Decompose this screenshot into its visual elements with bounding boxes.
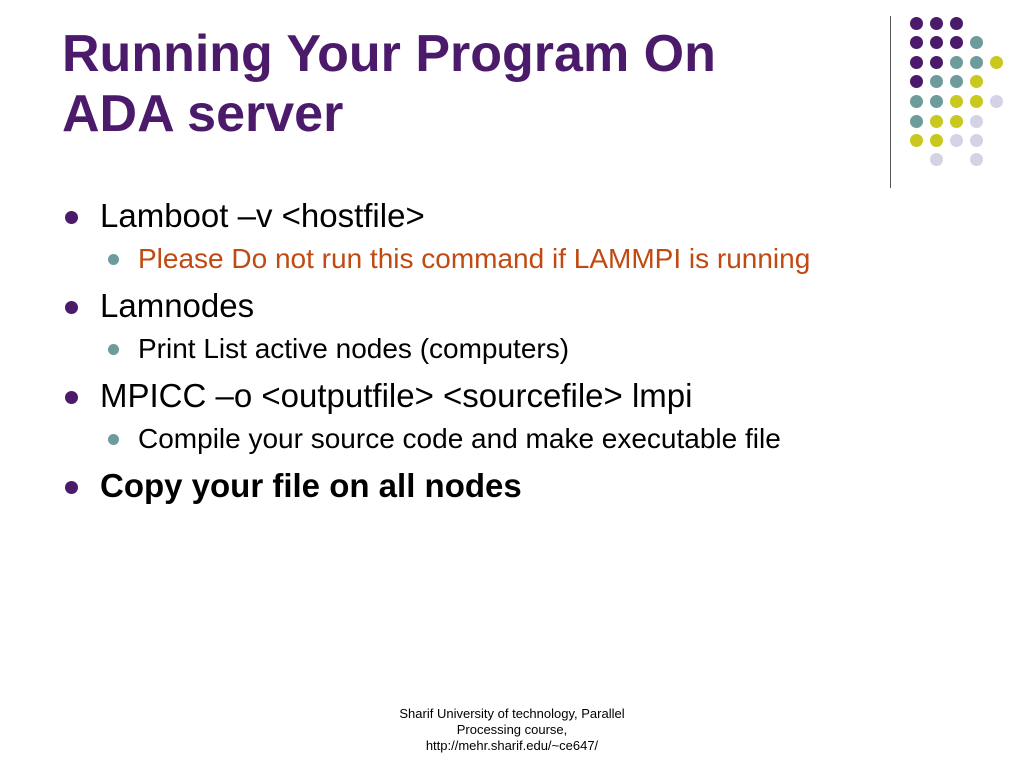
decor-dot [930,153,943,166]
sub-bullet-dot-icon [108,254,119,265]
bullet-item [64,376,964,416]
decor-dot [970,153,983,166]
decor-dot [950,115,963,128]
decor-dot [930,75,943,88]
decor-dot [910,75,923,88]
sub-bullet-text: Compile your source code and make executable file [138,423,781,454]
bullet-dot-icon [65,211,78,224]
slide-title-line-2: ADA server [62,85,344,143]
sub-bullet-dot-icon [108,434,119,445]
bullet-item [64,286,964,326]
bullet-dot-icon [65,391,78,404]
decorative-divider [890,16,891,188]
footer-line-2: Processing course, [456,722,568,737]
decor-dot [970,134,983,147]
decor-dot [990,56,1003,69]
bullet-dot-icon [65,481,78,494]
decor-dot [930,95,943,108]
bullet-text: Copy your file on all nodes [100,467,522,504]
bullet-text: MPICC –o <outputfile> <sourcefile> lmpi [100,377,693,414]
sub-bullet-item [64,242,964,276]
bullet-item [64,466,964,506]
sub-bullet-text: Print List active nodes (computers) [138,333,570,364]
decor-dot [930,56,943,69]
decor-dot [970,95,983,108]
decor-dot [930,115,943,128]
bullet-item [64,196,964,236]
bullet-text: Lamboot –v <hostfile> [100,197,425,234]
footer-line-1: Sharif University of technology, Parallel [399,706,625,721]
sub-bullet-dot-icon [108,344,119,355]
decor-dot [970,36,983,49]
decor-dot [970,56,983,69]
decor-dot [950,134,963,147]
bullet-list [64,196,964,506]
decor-dot [950,56,963,69]
decor-dot [910,115,923,128]
decor-dot [950,36,963,49]
decor-dot [910,95,923,108]
decor-dot [930,36,943,49]
decor-dot [910,36,923,49]
sub-bullet-item [64,422,964,456]
decor-dot [910,17,923,30]
sub-bullet-item [64,332,964,366]
sub-bullet-text: Please Do not run this command if LAMMPI is running [138,243,811,274]
decor-dot [910,56,923,69]
slide-title [62,24,822,144]
decor-dot [950,75,963,88]
bullet-text: Lamnodes [100,287,255,324]
bullet-dot-icon [65,301,78,314]
decor-dot [930,134,943,147]
footer-url: http://mehr.sharif.edu/~ce647/ [425,738,599,753]
decor-dot [930,17,943,30]
slide-footer [370,706,654,754]
slide-title-line-1: Running Your Program On [62,25,716,83]
decor-dot [990,95,1003,108]
decor-dot [950,17,963,30]
decor-dot [970,115,983,128]
decor-dot [950,95,963,108]
decor-dot [970,75,983,88]
decor-dot [910,134,923,147]
